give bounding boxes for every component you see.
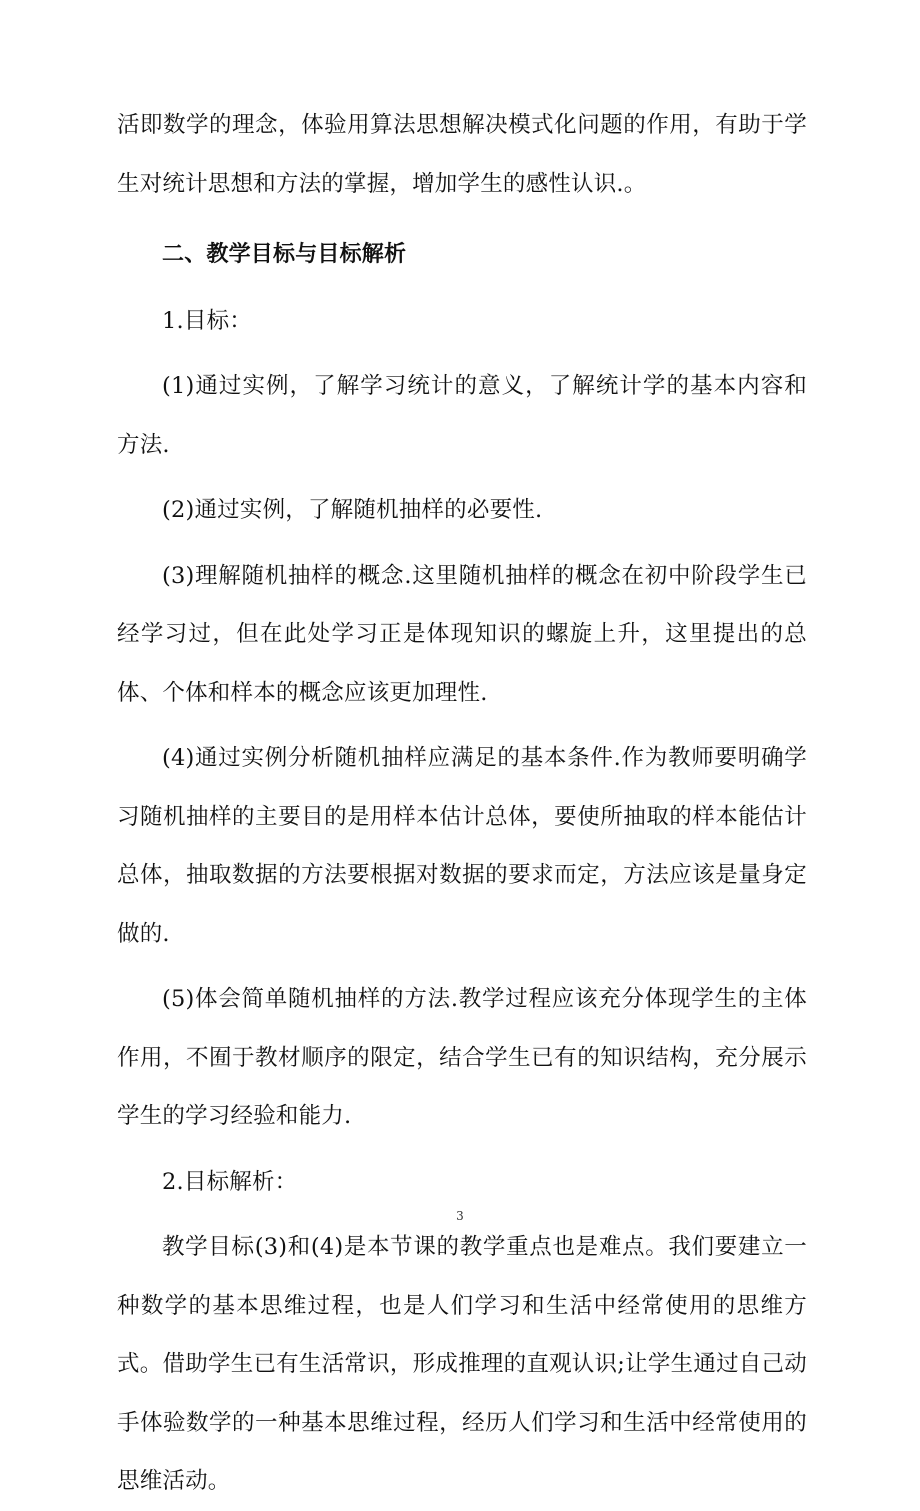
goal-analysis-paragraph: 教学目标(3)和(4)是本节课的教学重点也是难点。我们要建立一种数学的基本思维过程，也是人们学习和生活中经常使用的思维方式。借助学生已有生活常识，形成推理的直观认识;让学生通过自己动手体验数学的一种基本思维过程，经历人们学习和生活中经常使用的思维活动。	[117, 1234, 807, 1494]
goal-item-4: (4)通过实例分析随机抽样应满足的基本条件.作为教师要明确学习随机抽样的主要目的是用样本估计总体，要使所抽取的样本能估计总体，抽取数据的方法要根据对数据的要求而定，方法应该是量身定做的.	[117, 745, 807, 947]
document-body	[117, 96, 807, 1511]
subheading-goals: 1.目标：	[162, 307, 252, 334]
goal-item-2: (2)通过实例，了解随机抽样的必要性.	[162, 497, 543, 523]
goal-item-5: (5)体会简单随机抽样的方法.教学过程应该充分体现学生的主体作用，不囿于教材顺序的限定，结合学生已有的知识结构，充分展示学生的学习经验和能力.	[117, 986, 807, 1129]
section-heading: 二、教学目标与目标解析	[162, 242, 407, 267]
paragraph-continuation: 活即数学的理念，体验用算法思想解决模式化问题的作用，有助于学生对统计思想和方法的掌握，增加学生的感性认识.。	[117, 112, 807, 197]
goal-item-3: (3)理解随机抽样的概念.这里随机抽样的概念在初中阶段学生已经学习过，但在此处学习正是体现知识的螺旋上升，这里提出的总体、个体和样本的概念应该更加理性.	[117, 562, 807, 706]
goal-item-1: (1)通过实例，了解学习统计的意义，了解统计学的基本内容和方法.	[117, 373, 807, 458]
page-number: 3	[456, 1209, 464, 1223]
subheading-goal-analysis: 2.目标解析：	[162, 1168, 298, 1195]
